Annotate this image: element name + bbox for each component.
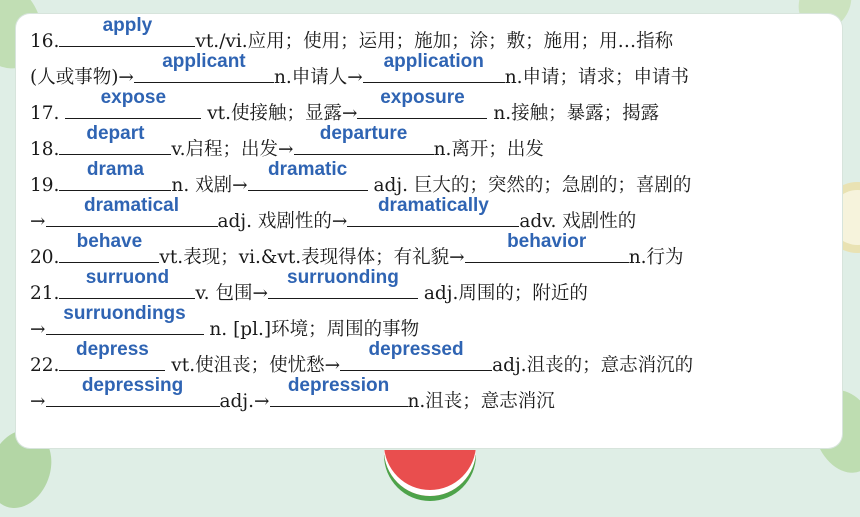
definition-text: vt.使沮丧；使忧愁→	[165, 355, 341, 376]
answer-text: surruonding	[287, 267, 399, 288]
answer-blank	[248, 159, 368, 191]
item-number: 20.	[30, 247, 60, 268]
answer-text: behave	[76, 231, 143, 252]
answer-blank	[347, 195, 519, 227]
definition-text: n. 戏剧→	[171, 175, 248, 196]
definition-text: vt.使接触；显露→	[201, 103, 358, 124]
definition-text: n.申请人→	[273, 67, 363, 88]
answer-text: depression	[287, 375, 390, 396]
definition-text: adj.→	[219, 391, 270, 412]
answer-text: depressing	[81, 375, 184, 396]
definition-text: v.启程；出发→	[171, 139, 294, 160]
definition-text: v. 包围→	[195, 283, 268, 304]
item-number: 16.	[30, 31, 60, 52]
item-number: 18.	[30, 139, 60, 160]
definition-text: adj.沮丧的；意志消沉的	[492, 355, 694, 376]
answer-text: surruondings	[63, 303, 186, 324]
answer-text: depress	[75, 339, 149, 360]
answer-blank	[46, 303, 204, 335]
definition-text: n.申请；请求；申请书	[504, 67, 690, 88]
item-number: 22.	[30, 355, 60, 376]
answer-text: dramatical	[83, 195, 180, 216]
answer-text: drama	[86, 159, 144, 180]
answer-blank	[46, 195, 218, 227]
answer-text: behavior	[507, 231, 587, 252]
answer-blank	[59, 123, 171, 155]
definition-text: vt.表现；vi.&vt.表现得体；有礼貌→	[159, 247, 465, 268]
answer-blank	[59, 231, 159, 263]
definition-text: adj. 戏剧性的→	[217, 211, 348, 232]
answer-blank	[357, 87, 487, 119]
definition-text: vt./vi.应用；使用；运用；施加；涂；敷；施用；用…指称	[195, 31, 674, 52]
definition-text: n. [pl.]环境；周围的事物	[203, 319, 420, 340]
item-number: 21.	[30, 283, 60, 304]
answer-text: dramatically	[377, 195, 489, 216]
definition-text: adj.周围的；附近的	[417, 283, 588, 304]
item-prefix: →	[30, 319, 46, 340]
answer-blank	[59, 267, 195, 299]
answer-blank	[59, 339, 165, 371]
definition-text: n.接触；暴露；揭露	[487, 103, 660, 124]
answer-text: apply	[102, 15, 153, 36]
answer-text: depressed	[368, 339, 464, 360]
item-prefix: (人或事物)→	[30, 67, 134, 88]
answer-blank	[59, 15, 195, 47]
definition-text: adj. 巨大的；突然的；急剧的；喜剧的	[367, 175, 692, 196]
item-prefix: →	[30, 211, 46, 232]
answer-text: exposure	[380, 87, 465, 108]
answer-blank	[340, 339, 492, 371]
definition-text: n.行为	[628, 247, 684, 268]
answer-text: depart	[86, 123, 145, 144]
answer-blank	[65, 87, 201, 119]
answer-blank	[59, 159, 171, 191]
answer-text: applicant	[162, 51, 246, 72]
answer-blank	[134, 51, 274, 83]
definition-text: n.离开；出发	[433, 139, 544, 160]
vocabulary-card	[16, 14, 842, 448]
answer-blank	[268, 267, 418, 299]
answer-blank	[294, 123, 434, 155]
answer-text: surruond	[85, 267, 170, 288]
watermelon-slice-icon	[384, 450, 476, 496]
definition-text: adv. 戏剧性的	[519, 211, 637, 232]
definition-text: n.沮丧；意志消沉	[407, 391, 555, 412]
answer-text: dramatic	[268, 159, 348, 180]
answer-blank	[270, 375, 408, 407]
vocab-line-22-cont	[30, 375, 555, 420]
answer-text: application	[383, 51, 484, 72]
answer-text: departure	[319, 123, 408, 144]
vocab-line-16	[30, 15, 674, 60]
item-prefix: →	[30, 391, 46, 412]
item-number: 19.	[30, 175, 60, 196]
answer-blank	[465, 231, 629, 263]
answer-text: expose	[100, 87, 167, 108]
answer-blank	[46, 375, 220, 407]
item-number: 17.	[30, 103, 66, 124]
answer-blank	[363, 51, 505, 83]
